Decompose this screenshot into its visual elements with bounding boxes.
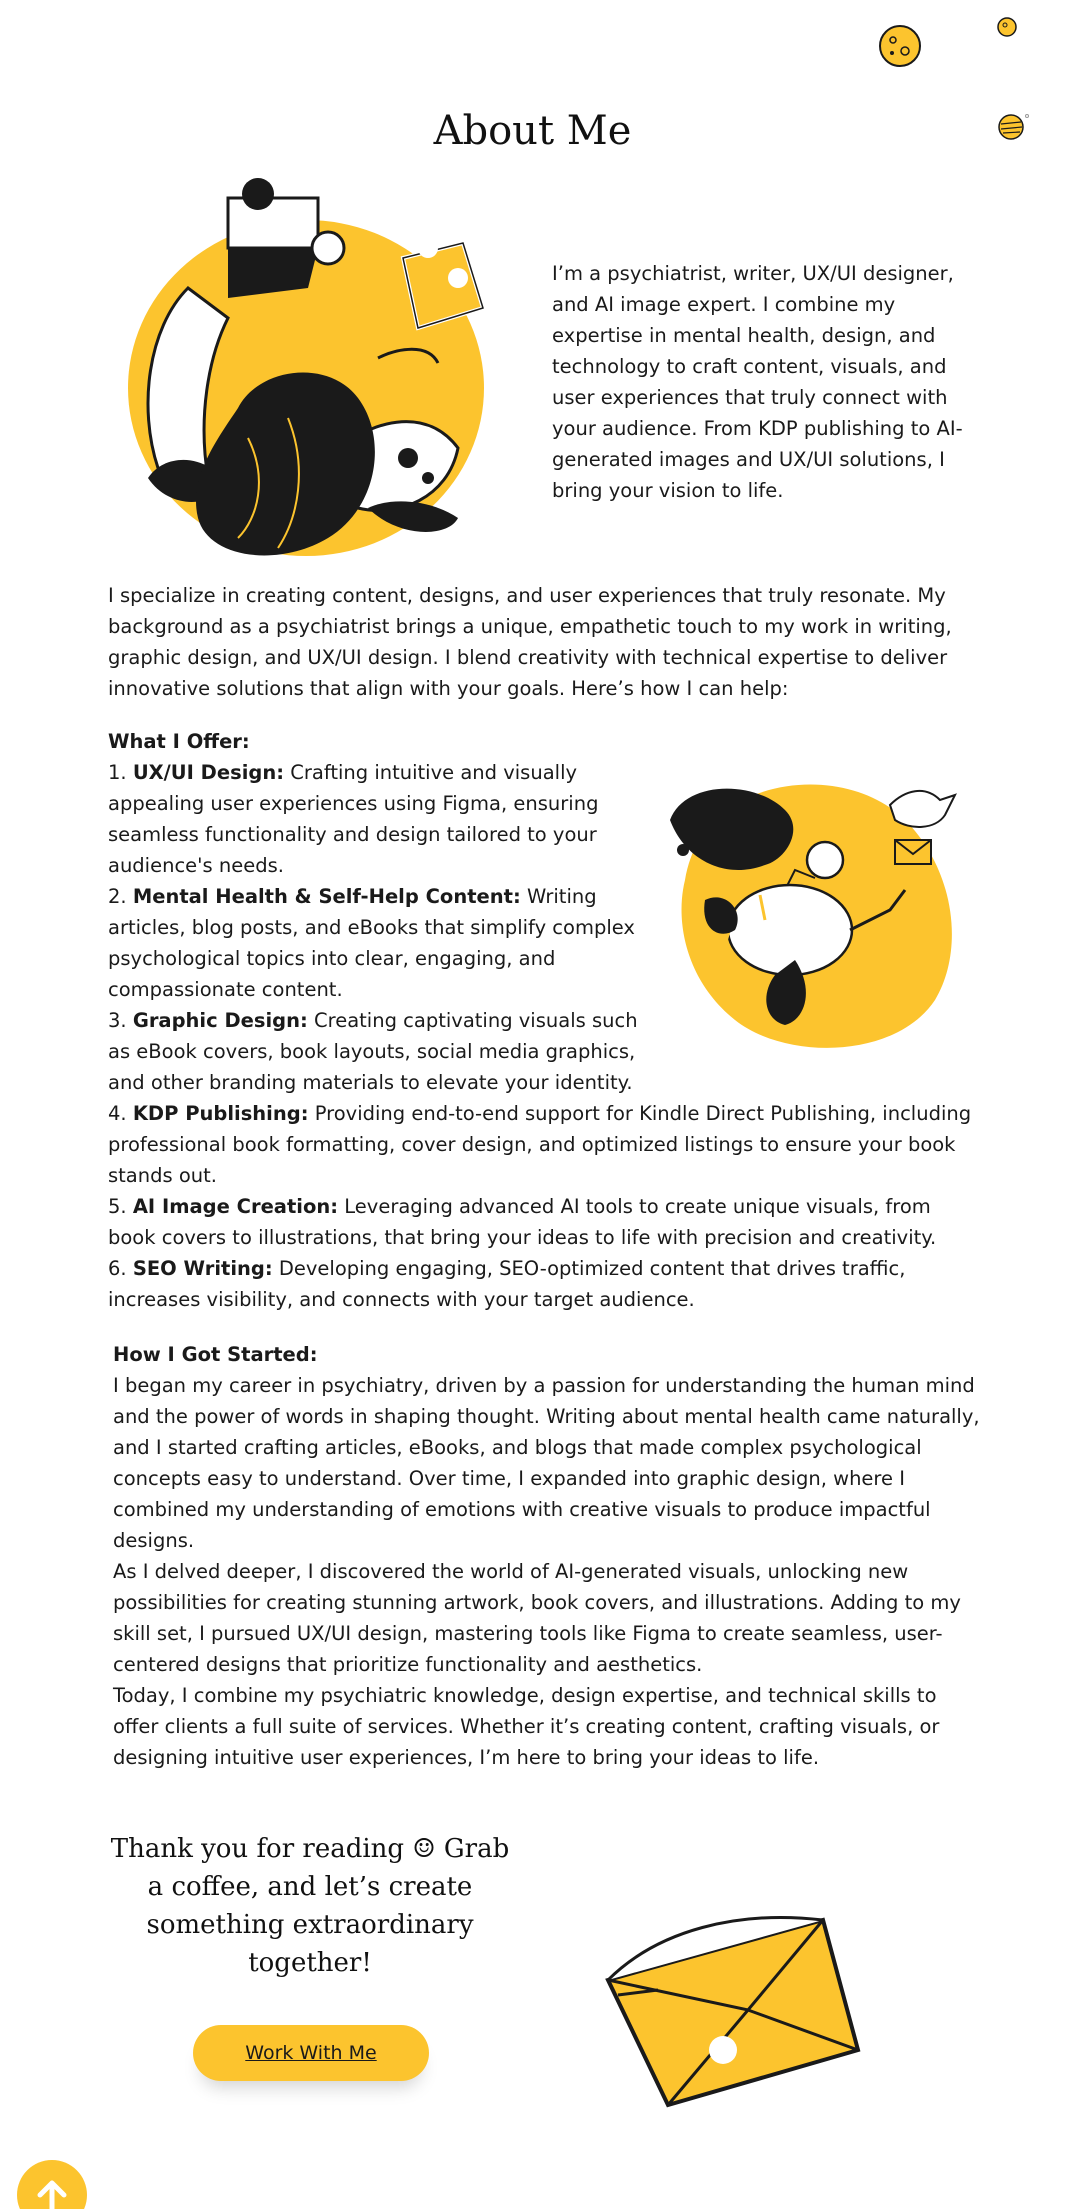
offer-item-text: Leveraging advanced AI tools to create unique visuals, from book covers to illustrations, that bring your ideas to life with precision and creativity. bbox=[108, 1195, 937, 1249]
started-paragraph: Today, I combine my psychiatric knowledge, design expertise, and technical skills to offer clients a full suite of services. Whether it’s creating content, crafting visuals, or designing intuitive user experiences, I’m here to bring your ideas to life. bbox=[113, 1684, 940, 1769]
specialize-paragraph: I specialize in creating content, designs, and user experiences that truly resonate. My background as a psychiatrist brings a unique, empathetic touch to my work in writing, graphic design, and UX/UI design. I blend creativity with technical expertise to deliver innovative solutions that align with your goals. Here’s how I can help: bbox=[108, 584, 952, 700]
offer-item: 4. KDP Publishing: Providing end-to-end support for Kindle Direct Publishing, including professional book formatting, cover design, and optimized listings to ensure your book stands out. bbox=[108, 1102, 972, 1187]
started-paragraph: I began my career in psychiatry, driven by a passion for understanding the human mind and the power of words in shaping thought. Writing about mental health came naturally, and I started crafting articles, eBooks, and blogs that made complex psychological concepts easy to understand. Over time, I expanded into graphic design, where I combined my understanding of emotions with creative visuals to produce impactful designs. bbox=[113, 1374, 980, 1552]
offer-item-text: Creating captivating visuals such as eBook covers, book layouts, social media graphics, and other branding materials to elevate your identity. bbox=[108, 1009, 638, 1094]
offer-heading: What I Offer: bbox=[108, 730, 250, 753]
offer-item-text: Developing engaging, SEO-optimized content that drives traffic, increases visibility, and connects with your target audience. bbox=[108, 1257, 906, 1311]
offer-item: 6. SEO Writing: Developing engaging, SEO-optimized content that drives traffic, increases visibility, and connects with your target audience. bbox=[108, 1257, 906, 1311]
offer-item-title: AI Image Creation: bbox=[132, 1195, 339, 1218]
page-title: About Me bbox=[433, 108, 632, 154]
intro-paragraph: I’m a psychiatrist, writer, UX/UI designer, and AI image expert. I combine my expertise in mental health, design, and technology to craft content, visuals, and user experiences that truly connect with your audience. From KDP publishing to AI-generated images and UX/UI solutions, I bring your vision to life. bbox=[552, 262, 963, 502]
offer-item-title: Mental Health & Self-Help Content: bbox=[132, 885, 521, 908]
offer-item: 3. Graphic Design: Creating captivating visuals such as eBook covers, book layouts, social media graphics, and other branding materials to elevate your identity. bbox=[108, 1009, 638, 1094]
offer-item-text: Writing articles, blog posts, and eBooks that simplify complex psychological topics into clear, engaging, and compassionate content. bbox=[108, 885, 635, 1001]
offer-item: 1. UX/UI Design: Crafting intuitive and visually appealing user experiences using Figma, ensuring seamless functionality and design tailored to your audience's needs. bbox=[108, 761, 599, 877]
work-with-me-button[interactable]: Work With Me bbox=[193, 2025, 429, 2081]
offer-item-title: Graphic Design: bbox=[132, 1009, 308, 1032]
dove-letter-illustration bbox=[665, 770, 965, 1060]
offer-item-title: SEO Writing: bbox=[132, 1257, 273, 1280]
offer-list-bottom bbox=[108, 1098, 978, 1315]
puzzle-illustration bbox=[128, 178, 498, 558]
offer-item: 2. Mental Health & Self-Help Content: Writing articles, blog posts, and eBooks that simplify complex psychological topics into clear, engaging, and compassionate content. bbox=[108, 885, 635, 1001]
arrow-up-icon bbox=[32, 2175, 72, 2209]
offer-item-text: Crafting intuitive and visually appealing user experiences using Figma, ensuring seamless functionality and design tailored to your audience's needs. bbox=[108, 761, 599, 877]
offer-item-title: KDP Publishing: bbox=[132, 1102, 309, 1125]
moon-decoration-small bbox=[996, 16, 1018, 38]
offer-item: 5. AI Image Creation: Leveraging advanced AI tools to create unique visuals, from book covers to illustrations, that bring your ideas to life with precision and creativity. bbox=[108, 1195, 937, 1249]
started-heading: How I Got Started: bbox=[113, 1343, 318, 1366]
thanks-message: Thank you for reading ☺ Grab a coffee, and let’s create something extraordinary together! bbox=[110, 1834, 510, 1978]
offer-item-title: UX/UI Design: bbox=[132, 761, 285, 784]
offer-list-top bbox=[108, 757, 638, 1098]
started-paragraph: As I delved deeper, I discovered the world of AI-generated visuals, unlocking new possibilities for creating stunning artwork, book covers, and illustrations. Adding to my skill set, I pursued UX/UI design, mastering tools like Figma to create seamless, user-centered designs that prioritize functionality and aesthetics. bbox=[113, 1560, 961, 1676]
offer-item-text: Providing end-to-end support for Kindle Direct Publishing, including professional book formatting, cover design, and optimized listings to ensure your book stands out. bbox=[108, 1102, 972, 1187]
moon-decoration-large bbox=[878, 24, 922, 68]
started-body bbox=[113, 1370, 983, 1773]
scroll-top-button[interactable] bbox=[17, 2160, 87, 2209]
envelope-illustration bbox=[598, 1900, 868, 2120]
